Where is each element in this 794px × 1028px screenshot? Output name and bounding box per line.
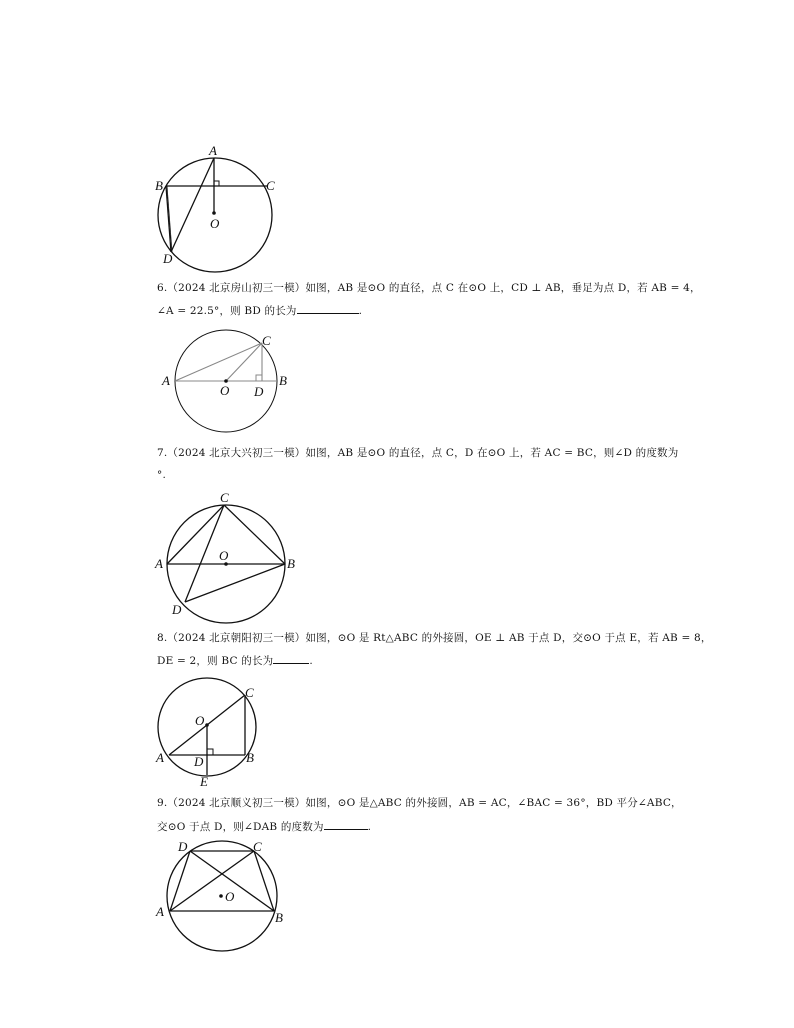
- q6-line2-text: ∠A = 22.5°，则 BD 的长为: [157, 305, 297, 317]
- fig7-label-C: C: [220, 490, 229, 505]
- q9-line2-end: .: [367, 821, 372, 833]
- fig8-label-D: D: [194, 754, 204, 769]
- fig8-label-A: A: [156, 750, 164, 765]
- fig8-label-O: O: [195, 713, 205, 728]
- fig6-label-O: O: [220, 383, 230, 398]
- fig7-label-D: D: [172, 602, 182, 617]
- fig9-label-D: D: [178, 839, 188, 854]
- fig6-label-A: A: [162, 373, 170, 388]
- fig7-label-B: B: [287, 556, 295, 571]
- q9-line2: [157, 819, 371, 834]
- q8-line2: [157, 653, 313, 668]
- q9-answer-blank[interactable]: [324, 819, 368, 830]
- q9-line2-text: 交⊙O 于点 D，则∠DAB 的度数为: [157, 821, 324, 833]
- fig5-label-O: O: [210, 216, 220, 231]
- q6-line1: 6.（2024 北京房山初三一模）如图，AB 是⊙O 的直径，点 C 在⊙O 上，CD ⊥ AB，垂足为点 D，若 AB = 4，: [157, 282, 701, 294]
- q6-answer-blank[interactable]: [297, 303, 359, 314]
- fig5-label-C: C: [266, 178, 275, 193]
- q7-line2: °.: [157, 469, 166, 481]
- fig8-label-C: C: [245, 685, 254, 700]
- q6-line2: [157, 303, 362, 318]
- fig7-label-A: A: [155, 556, 163, 571]
- figure-7-circle-diagram: [150, 488, 310, 618]
- figure-5-circle-diagram: [150, 140, 290, 270]
- q9-line1: 9.（2024 北京顺义初三一模）如图，⊙O 是△ABC 的外接圆，AB = AC，∠BAC = 36°，BD 平分∠ABC，: [157, 797, 682, 809]
- fig6-label-B: B: [279, 373, 287, 388]
- figure-6-circle-diagram: [158, 328, 298, 438]
- figure-8-circle-diagram: [150, 680, 280, 790]
- fig7-label-O: O: [219, 548, 229, 563]
- fig9-label-A: A: [156, 904, 164, 919]
- fig8-label-E: E: [200, 774, 208, 789]
- fig5-label-A: A: [209, 143, 217, 158]
- fig9-label-O: O: [225, 889, 235, 904]
- q8-line2-text: DE = 2，则 BC 的长为: [157, 655, 274, 667]
- figure-9-circle-diagram: [150, 838, 300, 953]
- q8-line1: 8.（2024 北京朝阳初三一模）如图，⊙O 是 Rt△ABC 的外接圆，OE ⊥ AB 于点 D，交⊙O 于点 E，若 AB = 8，: [157, 632, 712, 644]
- q6-line2-end: .: [358, 305, 363, 317]
- fig8-label-B: B: [246, 750, 254, 765]
- fig9-label-B: B: [275, 910, 283, 925]
- q7-line1: 7.（2024 北京大兴初三一模）如图，AB 是⊙O 的直径，点 C，D 在⊙O 上，若 AC = BC，则∠D 的度数为: [157, 447, 679, 459]
- q8-answer-blank[interactable]: [273, 653, 309, 664]
- q8-line2-end: .: [309, 655, 313, 667]
- fig9-label-C: C: [253, 839, 262, 854]
- fig5-label-D: D: [163, 251, 173, 266]
- fig5-label-B: B: [155, 178, 163, 193]
- fig6-label-C: C: [262, 333, 271, 348]
- fig6-label-D: D: [254, 384, 264, 399]
